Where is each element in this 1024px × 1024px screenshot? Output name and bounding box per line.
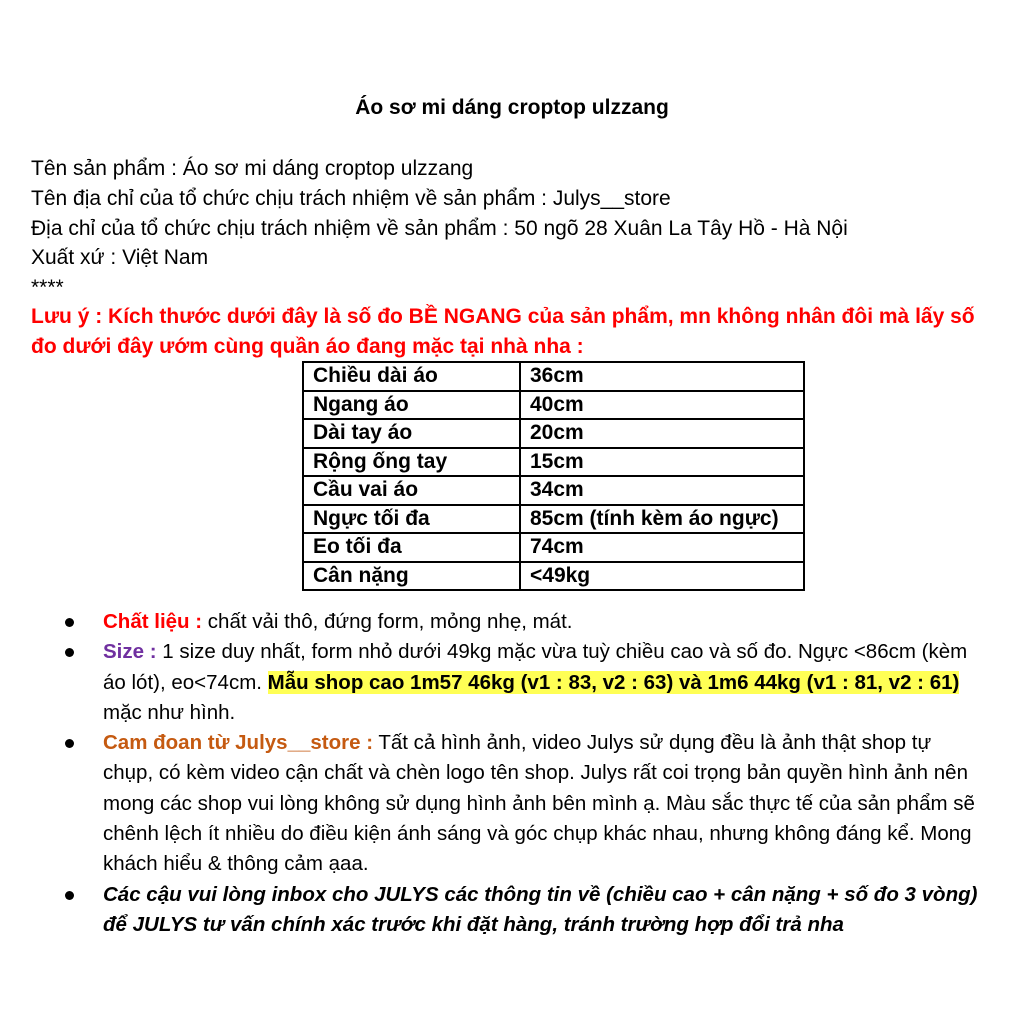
- list-item-size: [103, 637, 983, 728]
- bullet-icon: [65, 739, 74, 748]
- commitment-text: Tất cả hình ảnh, video Julys sử dụng đều là ảnh thật shop tự chụp, có kèm video cận chất và chèn logo tên shop. Julys rất coi trọng bản quyền hình ảnh nên mong các shop vui lòng không sử dụng hình ảnh bên mình ạ. Màu sắc thực tế của sản phẩm sẽ chênh lệch ít nhiều do điều kiện ánh sáng và góc chụp khác nhau, nhưng không đáng kể. Mong khách hiểu & thông cảm ạaa.: [103, 731, 975, 876]
- size-value-cell: 85cm (tính kèm áo ngực): [520, 505, 804, 534]
- list-item-commitment: [103, 728, 983, 879]
- origin-line: Xuất xứ : Việt Nam: [31, 246, 209, 270]
- bullet-icon: [65, 618, 74, 627]
- size-label-cell: Cầu vai áo: [303, 476, 520, 505]
- size-value-cell: 15cm: [520, 448, 804, 477]
- size-value-cell: 34cm: [520, 476, 804, 505]
- list-item-inbox: [103, 880, 983, 941]
- size-value-cell: 36cm: [520, 362, 804, 391]
- bullet-icon: [65, 891, 74, 900]
- size-label-cell: Rộng ống tay: [303, 448, 520, 477]
- product-name-line: Tên sản phẩm : Áo sơ mi dáng croptop ulzzang: [31, 157, 474, 180]
- table-row: [303, 505, 804, 534]
- size-label: Size :: [103, 640, 157, 664]
- table-row: [303, 362, 804, 391]
- size-value-cell: <49kg: [520, 562, 804, 591]
- list-item-material: [103, 607, 983, 637]
- size-label-cell: Cân nặng: [303, 562, 520, 591]
- material-text: chất vải thô, đứng form, mỏng nhẹ, mát.: [202, 610, 573, 633]
- table-row: [303, 391, 804, 420]
- size-label-cell: Dài tay áo: [303, 419, 520, 448]
- inbox-text: Các cậu vui lòng inbox cho JULYS các thông tin về (chiều cao + cân nặng + số đo 3 vòng) để JULYS tư vấn chính xác trước khi đặt hàng, tránh trường hợp đổi trả nha: [103, 882, 978, 936]
- model-size-highlight: Mẫu shop cao 1m57 46kg (v1 : 83, v2 : 63) và 1m6 44kg (v1 : 81, v2 : 61): [267, 670, 960, 694]
- size-value-cell: 40cm: [520, 391, 804, 420]
- bullet-icon: [65, 648, 74, 657]
- size-table: [302, 361, 805, 591]
- responsible-org-address-line: Địa chỉ của tổ chức chịu trách nhiệm về sản phẩm : 50 ngõ 28 Xuân La Tây Hồ - Hà Nội: [31, 216, 848, 240]
- responsible-org-name-line: Tên địa chỉ của tổ chức chịu trách nhiệm về sản phẩm : Julys__store: [31, 186, 671, 210]
- page-title: Áo sơ mi dáng croptop ulzzang: [355, 96, 669, 119]
- table-row: [303, 562, 804, 591]
- size-text-after: mặc như hình.: [103, 700, 236, 724]
- material-label: Chất liệu :: [103, 610, 203, 633]
- details-list: [103, 607, 983, 940]
- size-value-cell: 20cm: [520, 419, 804, 448]
- size-label-cell: Ngực tối đa: [303, 505, 520, 534]
- table-row: [303, 533, 804, 562]
- table-row: [303, 448, 804, 477]
- size-label-cell: Ngang áo: [303, 391, 520, 420]
- commitment-label: Cam đoan từ Julys__store :: [103, 731, 374, 755]
- table-row: [303, 419, 804, 448]
- size-label-cell: Chiều dài áo: [303, 362, 520, 391]
- table-row: [303, 476, 804, 505]
- product-info: [31, 154, 991, 303]
- size-value-cell: 74cm: [520, 533, 804, 562]
- size-text: 1 size duy nhất, form nhỏ dưới 49kg mặc vừa tuỳ chiều cao và số đo. Ngực <86cm (kèm áo lót), eo<74cm.: [103, 640, 968, 694]
- separator-stars: ****: [31, 276, 64, 300]
- size-note: Lưu ý : Kích thước dưới đây là số đo BỀ NGANG của sản phẩm, mn không nhân đôi mà lấy số đo dưới đây ướm cùng quần áo đang mặc tại nhà nha :: [31, 305, 975, 358]
- size-label-cell: Eo tối đa: [303, 533, 520, 562]
